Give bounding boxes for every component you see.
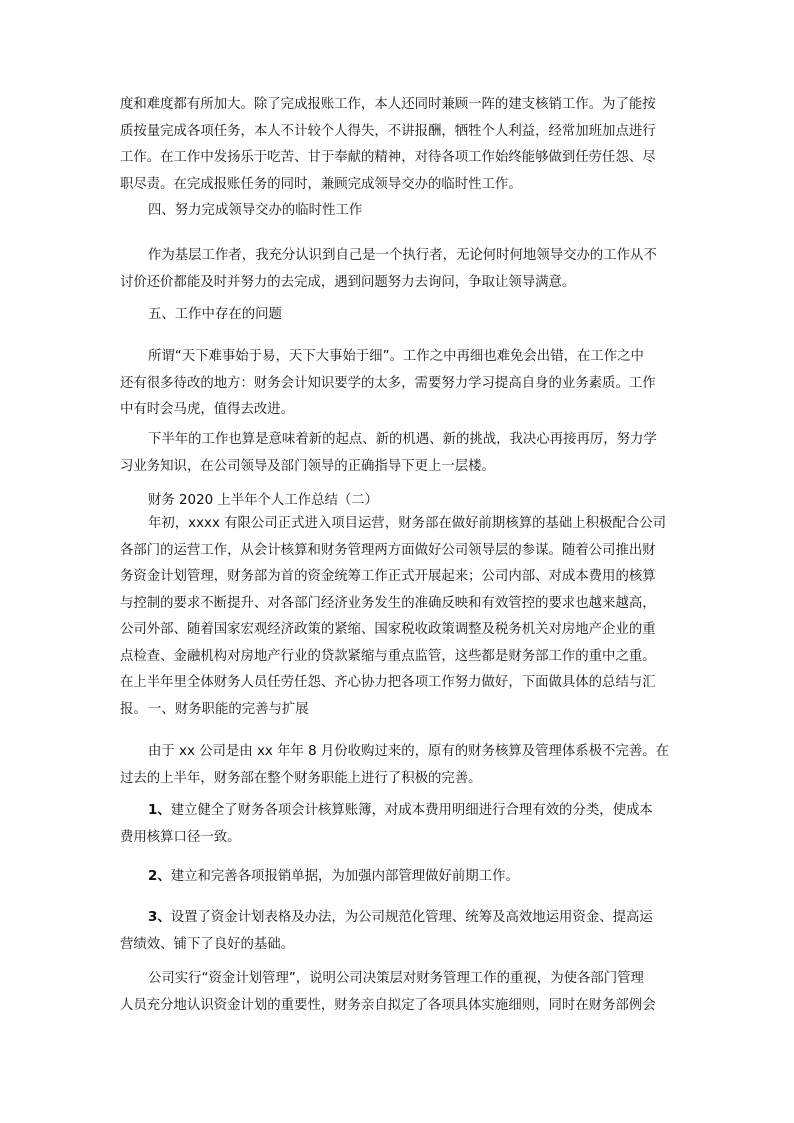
list-item-text: 建立和完善各项报销单据，为加强内部管理做好前期工作。 bbox=[170, 869, 519, 884]
text-line: 度和难度都有所加大。除了完成报账工作，本人还同时兼顾一阵的建支核销工作。为了能按 bbox=[120, 97, 656, 112]
list-item-text: 建立健全了财务各项会计核算账簿，对成本费用明细进行合理有效的分类，使成本 bbox=[170, 803, 653, 818]
paragraph-temporary-work bbox=[120, 243, 680, 296]
text-line: 年初，xxxx 有限公司正式进入项目运营，财务部在做好前期核算的基础上积极配合公司 bbox=[148, 516, 667, 531]
text-line: 公司实行“资金计划管理”，说明公司决策层对财务管理工作的重视，为使各部门管理 bbox=[148, 971, 644, 986]
text-line: 下半年的工作也算是意味着新的起点、新的机遇、新的挑战，我决心再接再厉，努力学 bbox=[148, 432, 657, 447]
text-line: 职尽责。在完成报账任务的同时，兼顾完成领导交办的临时性工作。 bbox=[120, 176, 522, 192]
text-line: 在上半年里全体财务人员任劳任怨、齐心协力把各项工作努力做好，下面做具体的总结与汇 bbox=[120, 675, 656, 690]
text-line: 质按量完成各项任务，本人不计较个人得失，不讲报酬，牺牲个人利益，经常加班加点进行 bbox=[120, 123, 656, 139]
text-line: 由于 xx 公司是由 xx 年年 8 月份收购过来的，原有的财务核算及管理体系极不完善。在 bbox=[148, 744, 670, 759]
list-item-2 bbox=[120, 864, 680, 891]
text-line: 所谓“天下难事始于易，天下大事始于细”。工作之中再细也难免会出错，在工作之中 bbox=[148, 349, 644, 364]
text-line: 各部门的运营工作，从会计核算和财务管理两方面做好公司领导层的参谋。随着公司推出财 bbox=[120, 542, 656, 558]
paragraph-second-half bbox=[120, 427, 680, 480]
text-line: 公司外部、随着国家宏观经济政策的紧缩、国家税收政策调整及税务机关对房地产企业的重 bbox=[120, 622, 656, 637]
text-line: 点检查、金融机构对房地产行业的贷款紧缩与重点监管，这些都是财务部工作的重中之重。 bbox=[120, 648, 656, 664]
section-heading-4: 四、努力完成领导交办的临时性工作 bbox=[148, 203, 363, 218]
paragraph-work-continued bbox=[120, 92, 680, 198]
text-line bbox=[120, 864, 680, 891]
text-line: 与控制的要求不断提升、对各部门经济业务发生的准确反映和有效管控的要求也越来越高， bbox=[120, 595, 656, 611]
text-line: 务资金计划管理，财务部为首的资金统筹工作正式开展起来；公司内部、对成本费用的核算 bbox=[120, 569, 656, 584]
list-item-1 bbox=[120, 798, 680, 851]
document-title-two: 财务 2020 上半年个人工作总结（二） bbox=[148, 493, 379, 508]
text-line: 报。 bbox=[120, 701, 147, 717]
text-line: 讨价还价都能及时并努力的去完成，遇到问题努力去询问，争取让领导满意。 bbox=[120, 274, 576, 290]
section-heading-5: 五、工作中存在的问题 bbox=[148, 307, 282, 322]
text-line: 中有时会马虎，值得去改进。 bbox=[120, 402, 295, 417]
text-line: 营绩效、铺下了良好的基础。 bbox=[120, 936, 295, 952]
text-line bbox=[120, 905, 680, 932]
list-item-number: 3、 bbox=[148, 910, 171, 925]
text-line: 过去的上半年，财务部在整个财务职能上进行了积极的完善。 bbox=[120, 770, 482, 786]
list-item-text: 设置了资金计划表格及办法，为公司规范化管理、统筹及高效地运用资金、提高运 bbox=[170, 910, 653, 925]
paragraph-problems bbox=[120, 344, 680, 424]
paragraph-fund-plan bbox=[120, 966, 680, 1019]
text-line: 还有很多待改的地方：财务会计知识要学的太多，需要努力学习提高自身的业务素质。工作 bbox=[120, 375, 656, 391]
text-line: 习业务知识，在公司领导及部门领导的正确指导下更上一层楼。 bbox=[120, 458, 495, 474]
text-line: 人员充分地认识资金计划的重要性，财务亲自拟定了各项具体实施细则，同时在财务部例会 bbox=[120, 997, 656, 1013]
text-line: 费用核算口径一致。 bbox=[120, 829, 241, 845]
list-item-number: 1、 bbox=[148, 803, 171, 818]
text-line: 工作。在工作中发扬乐于吃苦、甘于奉献的精神，对待各项工作始终能够做到任劳任怨、尽 bbox=[120, 150, 656, 165]
paragraph-intro bbox=[120, 511, 680, 723]
list-item-number: 2、 bbox=[148, 869, 171, 884]
text-line: 作为基层工作者，我充分认识到自己是一个执行者，无论何时何地领导交办的工作从不 bbox=[148, 248, 657, 263]
paragraph-acquisition bbox=[120, 739, 680, 792]
text-line bbox=[120, 798, 680, 825]
list-item-3 bbox=[120, 905, 680, 958]
section-heading-1: 一、财务职能的完善与扩展 bbox=[148, 702, 309, 717]
